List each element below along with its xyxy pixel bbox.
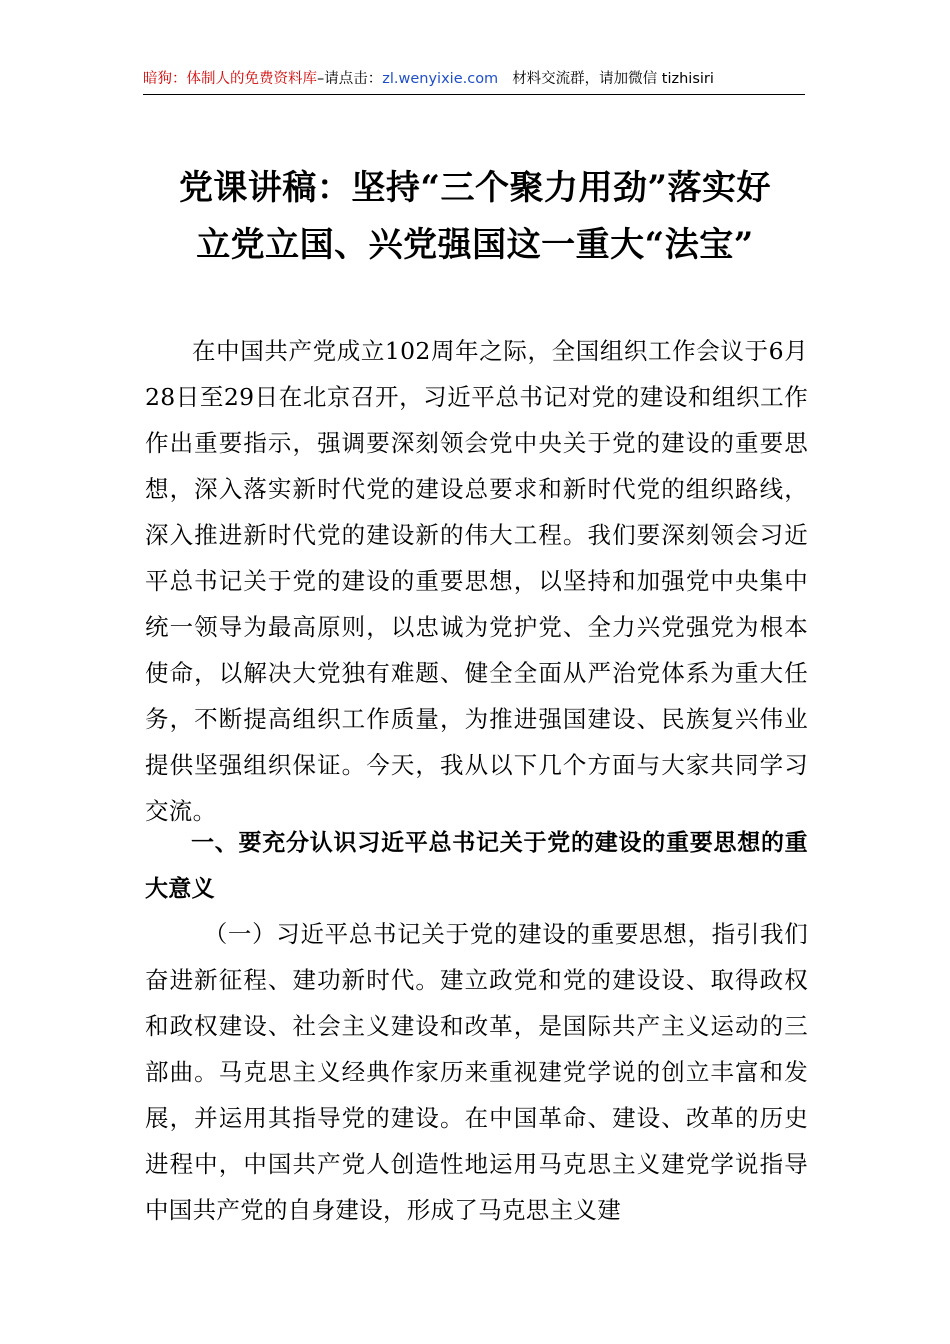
group-info: 材料交流群，请加微信 tizhisiri [512, 71, 714, 87]
title-line-1: 党课讲稿：坚持“三个聚力用劲”落实好 [178, 168, 772, 208]
document-title [140, 160, 810, 274]
title-line-2: 立党立国、兴党强国这一重大“法宝” [196, 225, 754, 265]
click-prompt: –请点击： [317, 71, 383, 87]
page-header [143, 66, 805, 95]
site-url-link[interactable]: zl.wenyixie.com [382, 71, 499, 87]
subsection-lead: （一）习近平总书记关于党的建设的重要思想，指引我们奋进新征程、建功新时代。 [145, 920, 808, 994]
subsection-paragraph-1 [145, 911, 808, 1233]
site-name-link[interactable]: 暗狗：体制人的免费资料库 [143, 71, 317, 87]
intro-paragraph: 在中国共产党成立102周年之际，全国组织工作会议于6月28日至29日在北京召开，习近平总书记对党的建设和组织工作作出重要指示，强调要深刻领会党中央关于党的建设的重要思想，深入落实新时代党的建设总要求和新时代党的组织路线，深入推进新时代党的建设新的伟大工程。我们要深刻领会习近平总书记关于党的建设的重要思想，以坚持和加强党中央集中统一领导为最高原则，以忠诚为党护党、全力兴党强党为根本使命，以解决大党独有难题、健全全面从严治党体系为重大任务，不断提高组织工作质量，为推进强国建设、民族复兴伟业提供坚强组织保证。今天，我从以下几个方面与大家共同学习交流。 [145, 337, 808, 825]
section-heading-1: 一、要充分认识习近平总书记关于党的建设的重要思想的重大意义 [145, 830, 808, 902]
subsection-body: 建立政党和党的建设设、取得政权和政权建设、社会主义建设和改革，是国际共产主义运动的三部曲。马克思主义经典作家历来重视建党学说的创立丰富和发展，并运用其指导党的建设。在中国革命、建设、改革的历史进程中，中国共产党人创造性地运用马克思主义建党学说指导中国共产党的自身建设，形成了马克思主义建 [145, 966, 808, 1224]
